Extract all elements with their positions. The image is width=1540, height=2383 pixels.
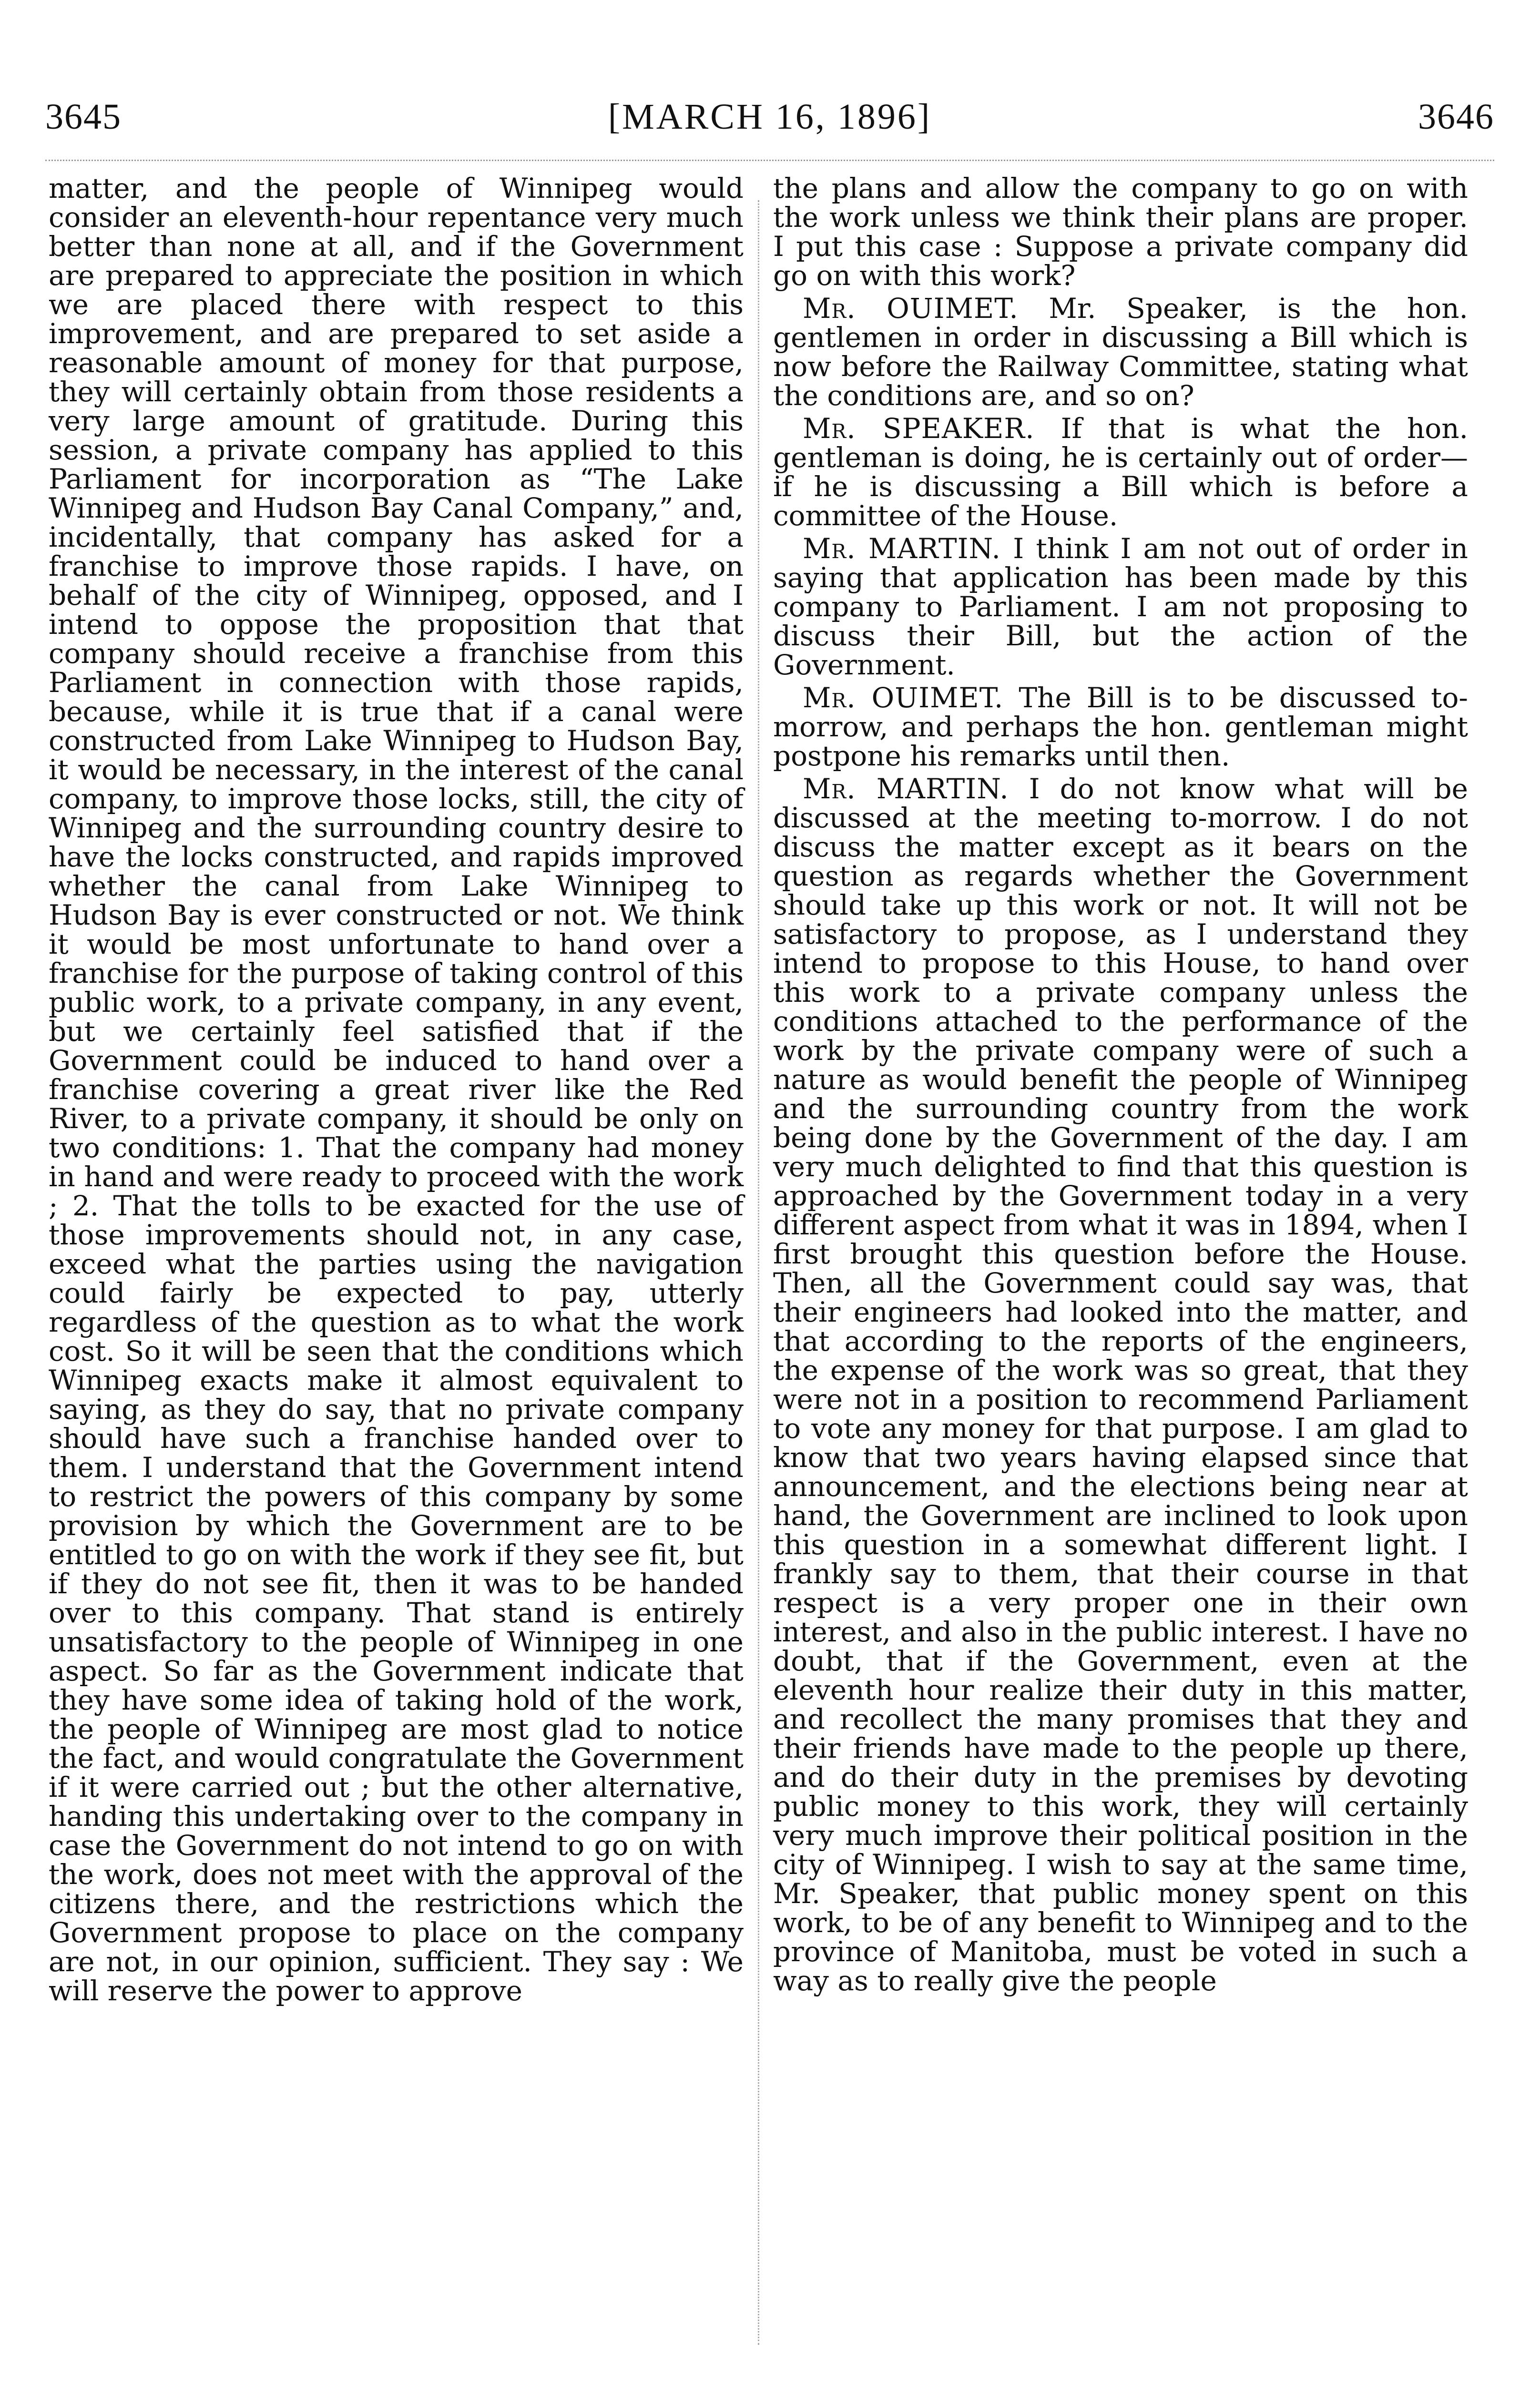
speech-text: Mr. Speaker, is the hon. gentlemen in order in discussing a Bill which is now before the Railway Committee, stating what the conditions are, and so on?	[773, 292, 1468, 412]
left-column-paragraph: matter, and the people of Winnipeg would consider an eleventh-hour repentance very much better than none at all, and if the Government are prepared to appreciate the position in which we are placed there with respect to this improvement, and are prepared to set aside a reasonable amount of money for that purpose, they will certainly obtain from those residents a very large amount of gratitude. During this session, a private company has applied to this Parliament for incorporation as “The Lake Winnipeg and Hudson Bay Canal Company,” and, incidentally, that company has asked for a franchise to improve those rapids. I have, on behalf of the city of Winnipeg, opposed, and I intend to oppose the proposition that that company should receive a franchise from this Parliament in connection with those rapids, because, while it is true that if a canal were constructed from Lake Winnipeg to Hudson Bay, it would be necessary, in the interest of the canal company, to improve those locks, still, the city of Winnipeg and the surrounding country desire to have the locks constructed, and rapids improved whether the canal from Lake Winnipeg to Hudson Bay is ever constructed or not. We think it would be most unfortunate to hand over a franchise for the purpose of taking control of this public work, to a private company, in any event, but we certainly feel satisfied that if the Government could be induced to hand over a franchise covering a great river like the Red River, to a private company, it should be only on two conditions: 1. That the company had money in hand and were ready to proceed with the work ; 2. That the tolls to be exacted for the use of those improvements should not, in any case, exceed what the parties using the navigation could fairly be expected to pay, utterly regardless of the question as to what the work cost. So it will be seen that the conditions which Winnipeg exacts make it almost equivalent to saying, as they do say, that no private company should have such a franchise handed over to them. I understand that the Government intend to restrict the powers of this company by some provision by which the Government are to be entitled to go on with the work if they see fit, but if they do not see fit, then it was to be handed over to this company. That stand is entirely unsatisfactory to the people of Winnipeg in one aspect. So far as the Government indicate that they have some idea of taking hold of the work, the people of Winnipeg are most glad to notice the fact, and would congratulate the Government if it were carried out ; but the other alternative, handing this undertaking over to the company in case the Government do not intend to go on with the work, does not meet with the approval of the citizens there, and the restrictions which the Government propose to place on the company are not, in our opinion, sufficient. They say : We will reserve the power to approve	[49, 172, 744, 2007]
speaker-name: Mr. OUIMET.	[803, 292, 1019, 325]
speaker-name: Mr. MARTIN.	[803, 532, 1001, 565]
right-column	[773, 174, 1468, 1996]
speech-paragraph	[773, 414, 1468, 530]
speech-text: The Bill is to be discussed to-morrow, and perhaps the hon. gentleman might postpone his remarks until then.	[773, 682, 1469, 772]
header-rule	[45, 160, 1494, 161]
page-date-heading: [MARCH 16, 1896]	[608, 97, 932, 137]
speech-paragraph	[773, 294, 1468, 410]
speech-text: If that is what the hon. gentleman is doing, he is certainly out of order—if he is discussing a Bill which is before a committee of the House.	[773, 412, 1469, 532]
right-page-number: 3646	[1418, 97, 1494, 137]
speech-paragraph	[773, 534, 1468, 680]
speaker-name: Mr. MARTIN.	[803, 773, 1009, 805]
speaker-name: Mr. SPEAKER.	[803, 412, 1035, 445]
speech-text: I do not know what will be discussed at the meeting to-morrow. I do not discuss the matter except as it bears on the question as regards whether the Government should take up this work or not. It will not be satisfactory to propose, as I understand they intend to propose to this House, to hand over this work to a private company unless the conditions attached to the performance of the work by the private company were of such a nature as would benefit the people of Winnipeg and the surrounding country from the work being done by the Government of the day. I am very much delighted to find that this question is approached by the Government today in a very different aspect from what it was in 1894, when I first brought this question before the House. Then, all the Government could say was, that their engineers had looked into the matter, and that according to the reports of the engineers, the expense of the work was so great, that they were not in a position to recommend Parliament to vote any money for that purpose. I am glad to know that two years having elapsed since that announcement, and the elections being near at hand, the Government are inclined to look upon this question in a somewhat different light. I frankly say to them, that their course in that respect is a very proper one in their own interest, and also in the public interest. I have no doubt, that if the Government, even at the eleventh hour realize their duty in this matter, and recollect the many promises that they and their friends have made to the people up there, and do their duty in the premises by devoting public money to this work, they will certainly very much improve their political position in the city of Winnipeg. I wish to say at the same time, Mr. Speaker, that public money spent on this work, to be of any benefit to Winnipeg and to the province of Manitoba, must be voted in such a way as to really give the people	[773, 773, 1468, 1997]
page-header	[45, 91, 1494, 162]
right-column-opening-paragraph: the plans and allow the company to go on with the work unless we think their plans are proper. I put this case : Suppose a private company did go on with this work?	[773, 172, 1468, 292]
left-column	[49, 174, 744, 2006]
speech-paragraph	[773, 683, 1468, 771]
column-divider	[758, 200, 759, 2345]
speaker-name: Mr. OUIMET.	[803, 682, 1004, 714]
left-page-number: 3645	[45, 97, 122, 137]
speech-text: I think I am not out of order in saying that application has been made by this company to Parliament. I am not proposing to discuss their Bill, but the action of the Government.	[773, 532, 1468, 681]
speech-paragraph	[773, 774, 1468, 1996]
